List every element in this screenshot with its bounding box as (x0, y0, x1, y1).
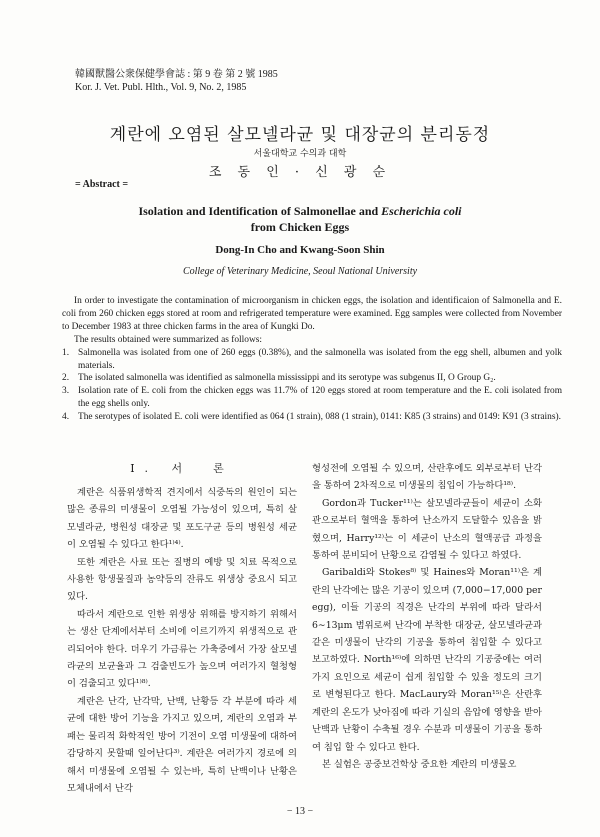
affiliation-english: College of Veterinary Medicine, Seoul National University (182, 266, 418, 277)
result-item (62, 385, 562, 411)
institution-korean: 서울대학교 수의과 대학 (253, 149, 347, 159)
journal-citation-korean: 韓國獸醫公衆保健學會誌 : 第 9 卷 第 2 號 1985 (75, 69, 278, 80)
authors-english: Dong-In Cho and Kwang-Soon Shin (215, 244, 385, 256)
body-paragraph: 본 실험은 공중보건학상 중요한 계란의 미생물오 (322, 758, 517, 770)
results-list (62, 347, 562, 424)
title-korean: 계란에 오염된 살모넬라균 및 대장균의 분리동정 (109, 125, 491, 145)
body-paragraph: 형성전에 오염될 수 있으며, 산란후에도 외부로부터 난각을 통하여 2차적으로 미생물의 침입이 가능하다¹⁸⁾. (312, 463, 542, 492)
abstract-lead: The results obtained were summarized as follows: (74, 334, 262, 345)
section-heading-introduction: Ⅰ. 서 론 (130, 462, 234, 475)
result-number: 1. (62, 347, 70, 358)
body-paragraph: 또한 계란은 사료 또는 질병의 예방 및 치료 목적으로 사용한 항생물질과 농약등의 잔류도 위생상 중요시 되고 있다. (67, 556, 297, 603)
result-item (62, 411, 562, 424)
body-paragraph: 계란은 난각, 난각막, 난백, 난황등 각 부분에 따라 세균에 대한 방어 기능을 가지고 있으며, 계란의 오염과 부패는 물리적 화학적인 방어 기전이 오염 미생물에 대하여 감당하지 못할때 일어난다³⁾. 계란은 여러가지 경로에 의해서 미생물에 오염될 수 있는바, 특히 난백이나 난황은 모체내에서 난각 (67, 695, 297, 794)
body-paragraph: Gordon과 Tucker¹¹⁾는 살모넬라균들이 세균이 소화관으로부터 혈액을 통하여 난소까지 도달할수 있음을 밝혔으며, Harry¹²⁾는 이 세균이 난소의 혈액공급 과정을 통하여 분비되어 난황으로 감염될 수 있다고 하였다. (312, 497, 542, 562)
journal-citation-english: Kor. J. Vet. Publ. Hlth., Vol. 9, No. 2, 1985 (75, 82, 247, 93)
result-number: 4. (62, 412, 70, 423)
title-english (0, 203, 600, 235)
body-paragraph: Garibaldi와 Stokes⁸⁾ 및 Haines와 Moran¹¹⁾은 계란의 난각에는 많은 기공이 있으며 (7,000−17,000 per egg), 이들 기공의 직경은 난각의 부위에 따라 달라서 6∼13μm 범위로써 난각에 부착한 대장균, 살모넬라균과 같은 미생물이 난각의 기공을 통하여 침입할 수 있다고 보고하였다. North¹⁶⁾에 의하면 난각의 기공중에는 여러가지 요인으로 세균이 쉽게 침입할 수 있을 정도의 크기로 변형된다고 한다. MacLaury와 Moran¹⁵⁾은 산란후 계란의 온도가 낮아짐에 따라 기실의 음압에 영향을 받아 난백과 난황이 수축될 경우 수분과 미생물이 기공을 통하여 침입 할 수 있다고 한다. (312, 567, 542, 753)
body-paragraph: 계란은 식품위생학적 견지에서 식중독의 원인이 되는 많은 종류의 미생물이 오염될 가능성이 있으며, 특히 살모넬라균, 병원성 대장균 및 포도구균 등의 병원성 세균이 오염될 수 있다고 한다¹⁾⁴⁾. (67, 487, 297, 551)
body-paragraph: 따라서 계란으로 인한 위생상 위해를 방지하기 위해서는 생산 단계에서부터 소비에 이르기까지 위생적으로 관리되어야 한다. 더우기 가금류는 가축중에서 가장 살모넬라균의 보균율과 그 검출빈도가 높으며 여러가지 혈청형이 검출되고 있다¹⁾⁸⁾. (67, 608, 297, 690)
authors-korean: 조 동 인 · 신 광 순 (208, 165, 392, 180)
result-text: The isolated salmonella was identified as salmonella mississippi and its serotype was subgenus II, O Group G₂. (78, 373, 496, 384)
page-number: − 13 − (286, 806, 314, 817)
result-text: Isolation rate of E. coli from the chicken eggs was 11.7% of 120 eggs stored at room temperature and the E. coli isolated from the egg shells only. (78, 386, 562, 410)
body-column-left (67, 460, 297, 797)
body-column-right (312, 460, 542, 773)
abstract-intro: In order to investigate the contamination of microorganism in chicken eggs, the isolation and identificaion of Salmonella and E. coli from 260 chicken eggs stored at room and refrigerated temperature were examined. Egg samples were collected from November to December 1983 at three chicken farms in the area of Kungki Do. (62, 296, 562, 332)
result-item (62, 347, 562, 373)
result-number: 2. (62, 373, 70, 384)
abstract-label: = Abstract = (75, 179, 129, 190)
journal-header (75, 68, 278, 94)
abstract-body (62, 295, 562, 424)
result-item (62, 372, 562, 385)
title-english-italic: Escherichia coli (381, 204, 462, 218)
title-english-line2: from Chicken Eggs (250, 220, 350, 234)
result-number: 3. (62, 386, 70, 397)
title-english-part1: Isolation and Identification of Salmonellae and (138, 204, 382, 218)
result-text: The serotypes of isolated E. coli were identified as 064 (1 strain), 088 (1 strain), 0141: K85 (3 strains) and 0149: K91 (3 strains). (78, 412, 561, 423)
result-text: Salmonella was isolated from one of 260 eggs (0.38%), and the salmonella was isolated from the egg shell, albumen and yolk materials. (78, 347, 562, 371)
